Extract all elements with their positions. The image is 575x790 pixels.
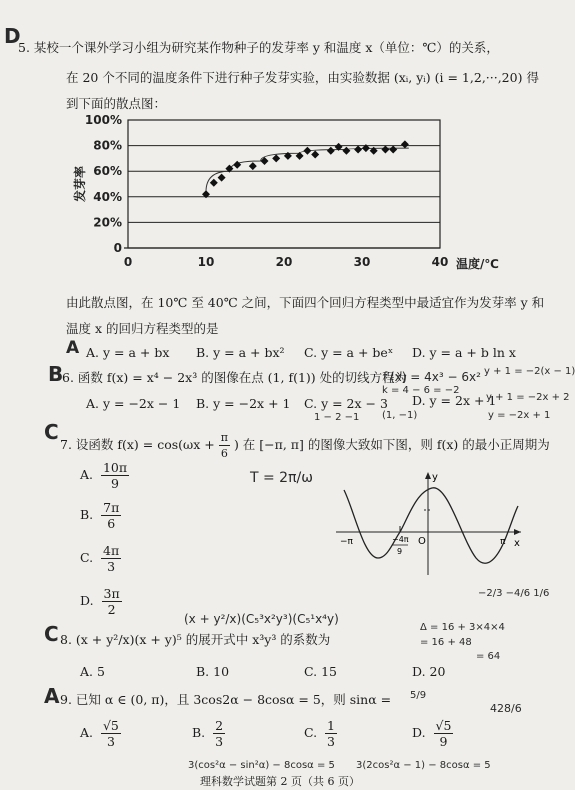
graph-curve (344, 488, 518, 563)
q9-scribble-step2: 3(2cos²α − 1) − 8cosα = 5 (356, 760, 491, 771)
q7-option-d: D. $\frac{3\pi}{2}$ (80, 586, 120, 617)
data-point (272, 154, 280, 162)
graph-mark-num: −4π (392, 535, 409, 544)
q5-stem-line2: 在 20 个不同的温度条件下进行种子发芽实验，由实验数据 (xᵢ, yᵢ) (i = 1,2,···,20) 得 (66, 70, 539, 85)
q9-stem: 9. 已知 α ∈ (0, π)，且 3cos2α − 8cosα = 5，则 sinα = (60, 692, 392, 707)
q8-option-a: A. 5 (80, 664, 105, 679)
q6-option-c: C. y = 2x − 3 (304, 396, 388, 411)
scatter-chart (60, 112, 520, 282)
q6-option-d: D. y = 2x + 1 (412, 393, 497, 408)
q5-handwritten-choice: A (66, 338, 80, 358)
graph-pi-label: π (500, 537, 506, 547)
q9-option-a: A. $\frac{√5}{3}$ (80, 718, 119, 749)
q7-stem-fraction (219, 430, 230, 461)
q8-scribble-result: = 64 (476, 651, 501, 662)
x-tick-label: 10 (197, 255, 215, 269)
q9-scribble-step1: 3(cos²α − sin²α) − 8cosα = 5 (188, 760, 335, 771)
q9-option-b: B. $\frac{2}{3}$ (192, 718, 224, 749)
q6-option-a: A. y = −2x − 1 (86, 396, 181, 411)
x-axis-label: 温度/℃ (456, 257, 499, 271)
q6-stem: 6. 函数 f(x) = x⁴ − 2x³ 的图像在点 (1, f(1)) 处的切线方程为 (62, 370, 408, 385)
data-point (401, 140, 409, 148)
q5-option-a: A. y = a + bx (86, 345, 170, 360)
q8-option-d: D. 20 (412, 664, 446, 679)
q5-option-c: C. y = a + beˣ (304, 345, 394, 360)
x-tick-label: 20 (275, 255, 293, 269)
q7-option-b: B. $\frac{7\pi}{6}$ (80, 500, 120, 531)
y-tick-label: 60% (93, 164, 122, 179)
q9-option-d: D. $\frac{√5}{9}$ (412, 718, 452, 749)
q6-scribble-slope: k = 4 − 6 = −2 (382, 385, 460, 396)
data-point (303, 147, 311, 155)
q6-handwritten-mark: B (48, 362, 64, 386)
q5-handwritten-mark: D (4, 24, 21, 48)
q5-option-d: D. y = a + b ln x (412, 345, 516, 360)
graph-neg-pi-label: −π (340, 537, 353, 547)
y-axis-label: 发芽率 (73, 165, 87, 203)
page-footer: 理科数学试题第 2 页（共 6 页） (200, 775, 360, 788)
q8-scribble-fractions: −2/3 −4/6 1/6 (478, 588, 550, 599)
q6-option-b: B. y = −2x + 1 (196, 396, 291, 411)
data-point (389, 145, 397, 153)
data-point (327, 147, 335, 155)
q7-scribble-period: T = 2π/ω (250, 470, 313, 486)
q7-frac-den: 6 (220, 447, 228, 460)
q7-stem (60, 430, 550, 461)
x-tick-label: 40 (431, 255, 449, 269)
data-point (354, 145, 362, 153)
y-tick-label: 0 (113, 241, 122, 255)
data-point (233, 161, 241, 169)
y-tick-label: 100% (84, 113, 122, 127)
q7-stem-part-a: 7. 设函数 f(x) = cos(ωx + (60, 437, 215, 452)
graph-y-label: y (432, 472, 438, 483)
q8-handwritten-mark: C (44, 622, 59, 646)
q7-option-c: C. $\frac{4\pi}{3}$ (80, 543, 120, 574)
data-point (342, 147, 350, 155)
q5-after-line2: 温度 x 的回归方程类型的是 (66, 321, 219, 336)
q5-option-b: B. y = a + bx² (196, 345, 285, 360)
y-tick-label: 20% (93, 215, 122, 230)
q8-scribble-delta: Δ = 16 + 3×4×4 (420, 622, 505, 633)
q9-handwritten-mark: A (44, 684, 60, 708)
data-point (381, 145, 389, 153)
y-tick-label: 40% (93, 189, 122, 204)
q7-stem-part-b: ) 在 [−π, π] 的图像大致如下图，则 f(x) 的最小正周期为 (233, 437, 550, 452)
q8-stem: 8. (x + y²/x)(x + y)⁵ 的展开式中 x³y³ 的系数为 (60, 632, 331, 647)
q8-scribble-terms: (x + y²/x)(C₅³x²y³)(C₅¹x⁴y) (184, 612, 339, 626)
cosine-graph (336, 470, 526, 580)
q6-scribble-tangent: y + 1 = −2(x − 1) (484, 366, 575, 377)
data-point (218, 174, 226, 182)
x-tick-label: 30 (353, 255, 371, 269)
graph-mark-den: 9 (397, 547, 403, 556)
q6-scribble-result: y = −2x + 1 (488, 410, 551, 421)
data-point (249, 162, 257, 170)
q7-frac-num: π (220, 431, 228, 444)
q6-scribble-values: 1 − 2 −1 (314, 412, 360, 423)
q5-stem-line3: 到下面的散点图： (66, 96, 167, 111)
graph-x-label: x (514, 538, 520, 549)
y-tick-label: 80% (93, 138, 122, 153)
data-point (311, 151, 319, 159)
x-tick-label: 0 (123, 255, 133, 269)
plot-frame (128, 120, 440, 248)
q8-option-b: B. 10 (196, 664, 230, 679)
q6-scribble-point: (1, −1) (382, 410, 418, 421)
q9-scribble-frac: 428/6 (490, 702, 522, 715)
q5-after-line1: 由此散点图，在 10℃ 至 40℃ 之间，下面四个回归方程类型中最适宜作为发芽率 y 和 (66, 295, 545, 310)
q7-option-a: A. $\frac{10\pi}{9}$ (80, 460, 128, 491)
graph-y-arrow (425, 472, 431, 479)
q8-option-c: C. 15 (304, 664, 337, 679)
q6-scribble-expand: y + 1 = −2x + 2 (486, 392, 570, 403)
data-point (210, 179, 218, 187)
q9-option-c: C. $\frac{1}{3}$ (304, 718, 335, 749)
graph-origin-label: O (418, 536, 426, 547)
graph-x-arrow (514, 529, 521, 535)
q8-scribble-sum: = 16 + 48 (420, 637, 472, 648)
q6-scribble-derivative: f′(x) = 4x³ − 6x² (383, 370, 481, 384)
q7-handwritten-circle: C (44, 420, 59, 444)
q9-scribble-answer: 5/9 (410, 690, 427, 701)
q5-stem-line1: 5. 某校一个课外学习小组为研究某作物种子的发芽率 y 和温度 x（单位：℃）的关系， (18, 40, 499, 55)
